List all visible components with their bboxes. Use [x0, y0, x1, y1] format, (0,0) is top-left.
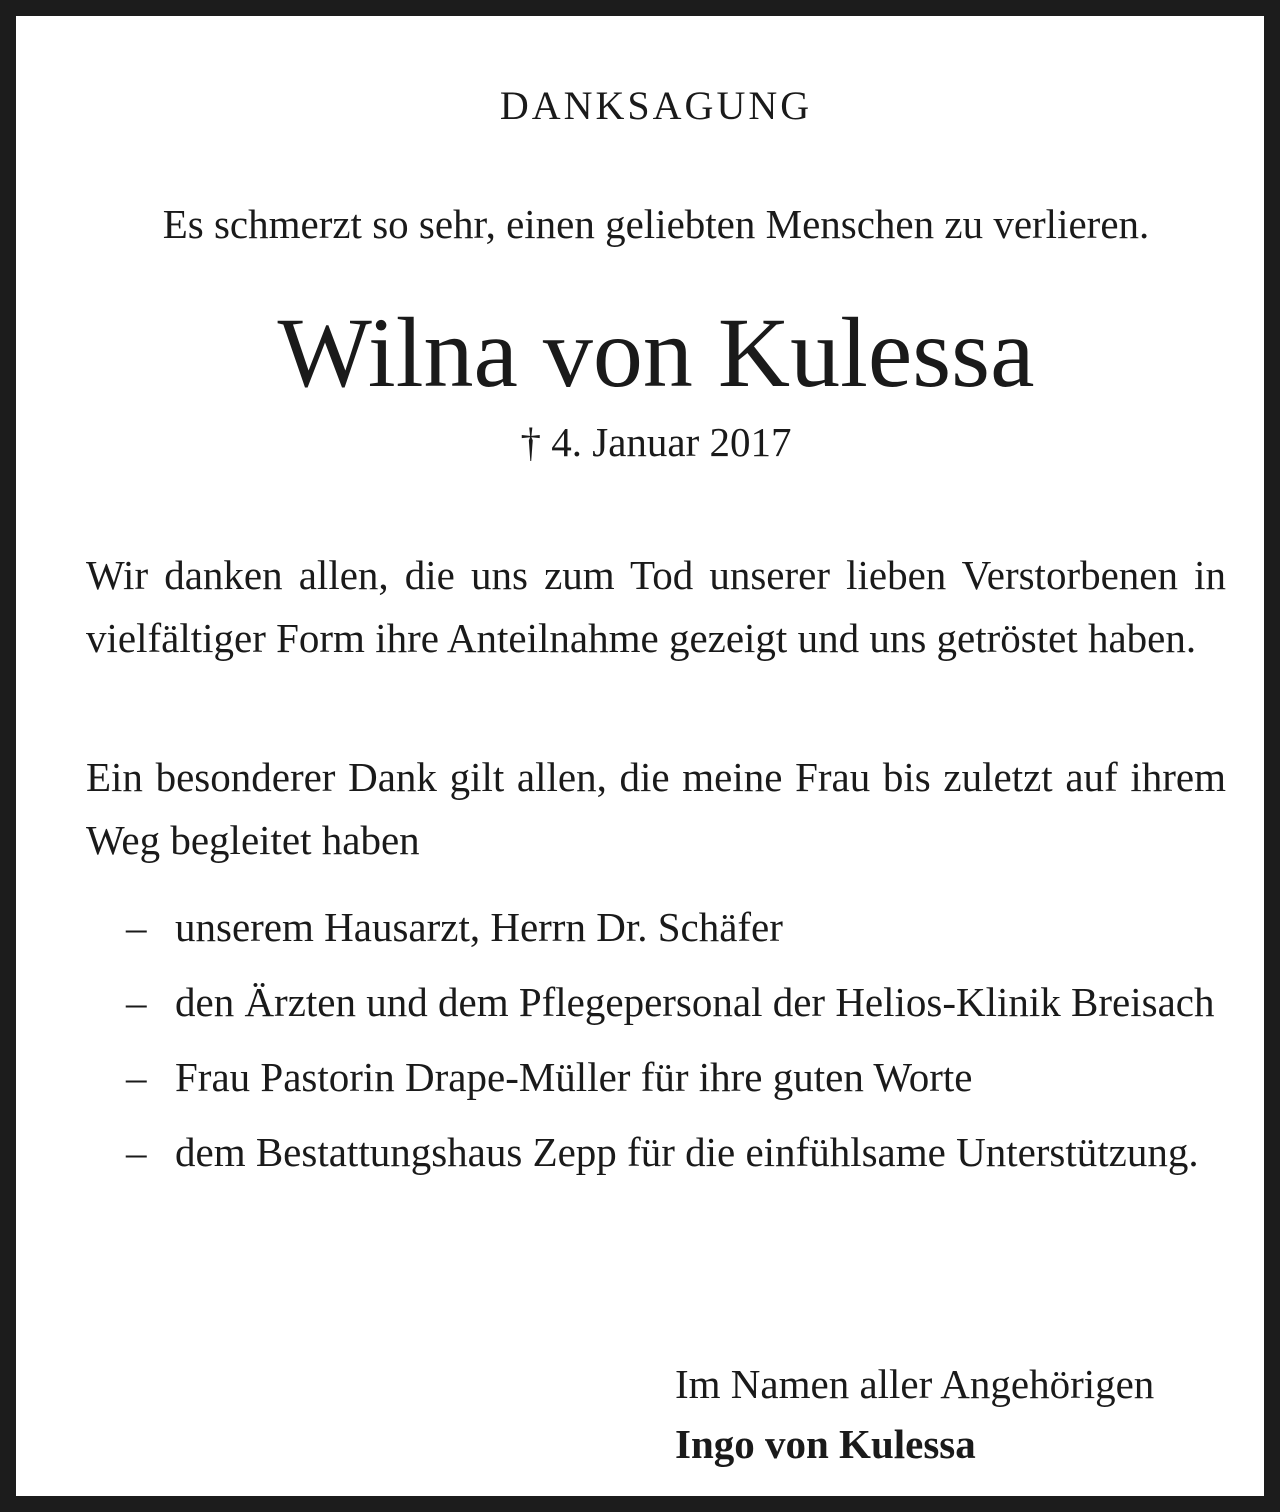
list-item-text: unserem Hausarzt, Herrn Dr. Schäfer — [175, 904, 783, 950]
deceased-name: Wilna von Kulessa — [277, 297, 1035, 408]
intro-line: Es schmerzt so sehr, einen geliebten Menschen zu verlieren. — [162, 201, 1150, 247]
list-item-text: den Ärzten und dem Pflegepersonal der Helios-Klinik Breisach — [175, 979, 1215, 1025]
signoff-line: Im Namen aller Angehörigen — [675, 1361, 1155, 1407]
thanks-paragraph-2: Ein besonderer Dank gilt allen, die meine Frau bis zuletzt auf ihrem Weg begleitet haben — [86, 754, 1226, 863]
cross-icon: † — [520, 419, 541, 465]
list-item — [86, 896, 1226, 959]
list-item-text: Frau Pastorin Drape-Müller für ihre guten Worte — [175, 1054, 973, 1100]
list-item-text: dem Bestattungshaus Zepp für die einfühlsame Unterstützung. — [175, 1129, 1199, 1175]
thanks-paragraph-1: Wir danken allen, die uns zum Tod unserer lieben Verstorbenen in vielfältiger Form ihre Anteilnahme gezeigt und uns getröstet haben. — [86, 552, 1226, 661]
dash-bullet: – — [126, 979, 147, 1025]
notice-heading: DANKSAGUNG — [499, 83, 813, 128]
signer-name: Ingo von Kulessa — [675, 1421, 976, 1467]
dash-bullet: – — [126, 1054, 147, 1100]
death-date: 4. Januar 2017 — [551, 419, 792, 465]
dash-bullet: – — [126, 904, 147, 950]
list-item — [86, 971, 1226, 1034]
list-item — [86, 1121, 1226, 1184]
list-item — [86, 1046, 1226, 1109]
death-date-line — [16, 416, 1280, 468]
dash-bullet: – — [126, 1129, 147, 1175]
thanks-list — [86, 896, 1226, 1196]
signoff-block — [675, 1354, 1154, 1474]
